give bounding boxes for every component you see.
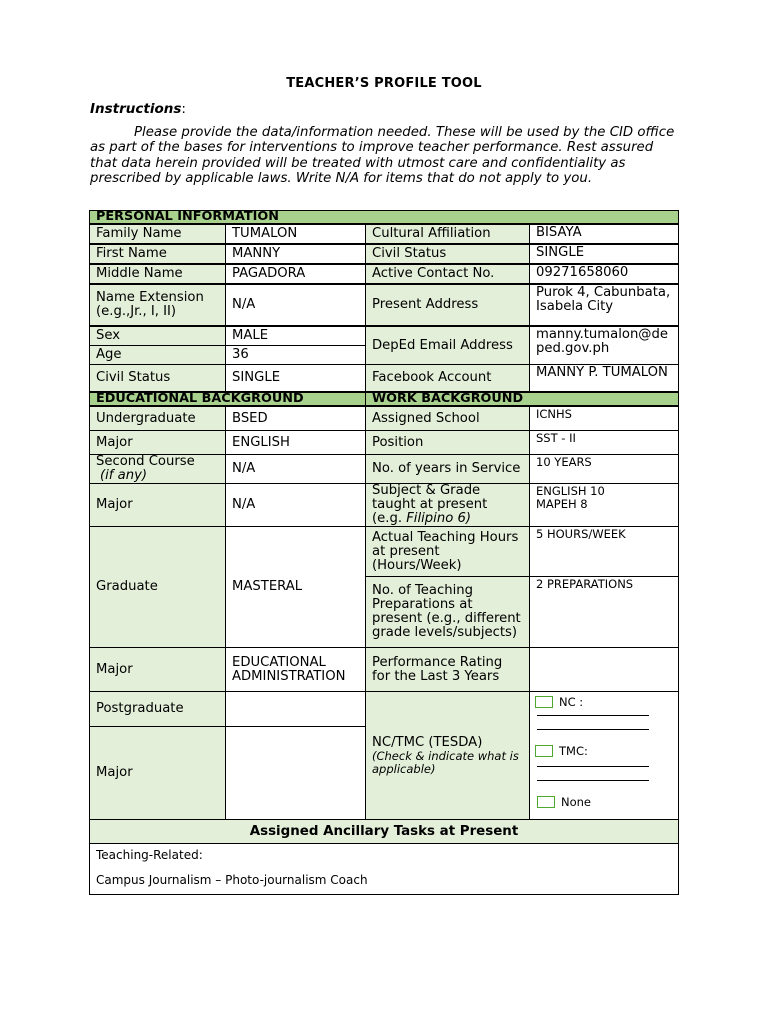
middle-name-label: Middle Name: [89, 264, 226, 284]
document-title: TEACHER’S PROFILE TOOL: [286, 76, 482, 91]
subject-grade-label-line1: Subject & Grade taught at present: [372, 483, 488, 512]
position-label: Position: [365, 430, 530, 455]
nc-blank-line-2: [537, 729, 649, 730]
second-course-value[interactable]: N/A: [225, 454, 366, 484]
performance-rating-value[interactable]: [529, 647, 679, 692]
first-name-value[interactable]: MANNY: [225, 244, 366, 264]
years-in-service-value[interactable]: 10 YEARS: [529, 454, 679, 484]
undergraduate-value[interactable]: BSED: [225, 406, 366, 431]
teaching-preparations-label: No. of Teaching Preparations at present (e.g., different grade levels/subjects): [365, 576, 530, 648]
major-4-label: Major: [89, 726, 226, 820]
deped-email-value[interactable]: manny.tumalon@deped.gov.ph: [529, 326, 679, 365]
family-name-value[interactable]: TUMALON: [225, 224, 366, 244]
cultural-affiliation-value[interactable]: BISAYA: [529, 224, 679, 244]
subject-grade-label: [365, 483, 530, 527]
personal-information-header: PERSONAL INFORMATION: [89, 210, 679, 224]
tmc-option[interactable]: [535, 744, 588, 758]
instructions-text: Please provide the data/information needed. These will be used by the CID office as part of the bases for interventions to improve teacher performance. Rest assured that data herein provided will be treated with utmost care and confidentiality as prescribed by applicable laws. Write N/A for items that do not apply to you.: [90, 125, 675, 186]
undergraduate-label: Undergraduate: [89, 406, 226, 431]
nc-checkbox[interactable]: [535, 696, 553, 708]
ancillary-line-1: Teaching-Related:: [96, 848, 203, 862]
subject-grade-value[interactable]: [529, 483, 679, 527]
years-in-service-label: No. of years in Service: [365, 454, 530, 484]
second-course-label-line2: (if any): [100, 468, 148, 483]
instructions-label: Instructions: [90, 101, 182, 117]
subject-grade-example: Filipino 6): [406, 511, 471, 526]
age-value[interactable]: 36: [225, 345, 366, 365]
tmc-blank-line-2: [537, 780, 649, 781]
teaching-preparations-value[interactable]: 2 PREPARATIONS: [529, 576, 679, 648]
subject-grade-label-line2: [372, 512, 471, 526]
major-1-label: Major: [89, 430, 226, 455]
none-option-label: None: [561, 795, 592, 809]
postgraduate-value[interactable]: [225, 691, 366, 727]
present-address-value[interactable]: Purok 4, Cabunbata, Isabela City: [529, 284, 679, 326]
family-name-label: Family Name: [89, 224, 226, 244]
teaching-hours-label: Actual Teaching Hours at present (Hours/Week): [365, 526, 530, 577]
major-2-label: Major: [89, 483, 226, 527]
assigned-school-label: Assigned School: [365, 406, 530, 431]
civil-status-2-value[interactable]: SINGLE: [529, 244, 679, 264]
nc-tmc-label-title: NC/TMC (TESDA): [372, 735, 483, 750]
first-name-label: First Name: [89, 244, 226, 264]
deped-email-label: DepEd Email Address: [365, 326, 530, 365]
ancillary-tasks-header: Assigned Ancillary Tasks at Present: [89, 819, 679, 844]
civil-status-2-label: Civil Status: [365, 244, 530, 264]
subject-grade-value-line2: MAPEH 8: [536, 496, 588, 511]
major-2-value[interactable]: N/A: [225, 483, 366, 527]
sex-value[interactable]: MALE: [225, 326, 366, 346]
cultural-affiliation-label: Cultural Affiliation: [365, 224, 530, 244]
nc-tmc-label: [365, 691, 530, 820]
sex-label: Sex: [89, 326, 226, 346]
tmc-blank-line-1: [537, 766, 649, 767]
performance-rating-label: Performance Rating for the Last 3 Years: [365, 647, 530, 692]
nc-option[interactable]: [535, 695, 583, 709]
teaching-hours-value[interactable]: 5 HOURS/WEEK: [529, 526, 679, 577]
contact-number-value[interactable]: 09271658060: [529, 264, 679, 284]
facebook-account-label: Facebook Account: [365, 364, 530, 392]
second-course-label: [89, 454, 226, 484]
graduate-label: Graduate: [89, 526, 226, 648]
name-extension-label-line1: Name Extension: [96, 290, 204, 305]
ancillary-tasks-body[interactable]: [89, 843, 679, 895]
major-1-value[interactable]: ENGLISH: [225, 430, 366, 455]
major-3-value[interactable]: EDUCATIONAL ADMINISTRATION: [225, 647, 366, 692]
position-value[interactable]: SST - II: [529, 430, 679, 455]
tmc-option-label: TMC:: [559, 744, 588, 758]
work-background-header: WORK BACKGROUND: [365, 392, 679, 406]
middle-name-value[interactable]: PAGADORA: [225, 264, 366, 284]
second-course-label-line1: Second Course: [96, 454, 195, 469]
nc-option-label: NC :: [559, 695, 584, 709]
postgraduate-label: Postgraduate: [89, 691, 226, 727]
tmc-checkbox[interactable]: [535, 745, 553, 757]
civil-status-label: Civil Status: [89, 364, 226, 392]
graduate-value[interactable]: MASTERAL: [225, 526, 366, 648]
subject-grade-example-prefix: (e.g.: [372, 511, 407, 526]
ancillary-line-2: Campus Journalism – Photo-journalism Coach: [96, 873, 368, 887]
instructions-colon: :: [181, 101, 186, 117]
major-4-value[interactable]: [225, 726, 366, 820]
present-address-label: Present Address: [365, 284, 530, 326]
none-option[interactable]: [537, 795, 591, 809]
instructions-heading: [90, 101, 186, 117]
none-checkbox[interactable]: [537, 796, 555, 808]
facebook-account-value[interactable]: MANNY P. TUMALON: [529, 364, 679, 392]
nc-tmc-label-sub: (Check & indicate what is applicable): [372, 749, 519, 776]
educational-background-header: EDUCATIONAL BACKGROUND: [89, 392, 366, 406]
subject-grade-value-line1: ENGLISH 10: [536, 484, 605, 498]
major-3-label: Major: [89, 647, 226, 692]
civil-status-value[interactable]: SINGLE: [225, 364, 366, 392]
age-label: Age: [89, 345, 226, 365]
contact-number-label: Active Contact No.: [365, 264, 530, 284]
nc-blank-line-1: [537, 715, 649, 716]
name-extension-value[interactable]: N/A: [225, 284, 366, 326]
profile-form: [90, 211, 679, 896]
assigned-school-value[interactable]: ICNHS: [529, 406, 679, 431]
name-extension-label: [89, 284, 226, 326]
name-extension-label-line2: (e.g.,Jr., I, II): [96, 304, 177, 319]
nc-tmc-options: [529, 691, 679, 820]
